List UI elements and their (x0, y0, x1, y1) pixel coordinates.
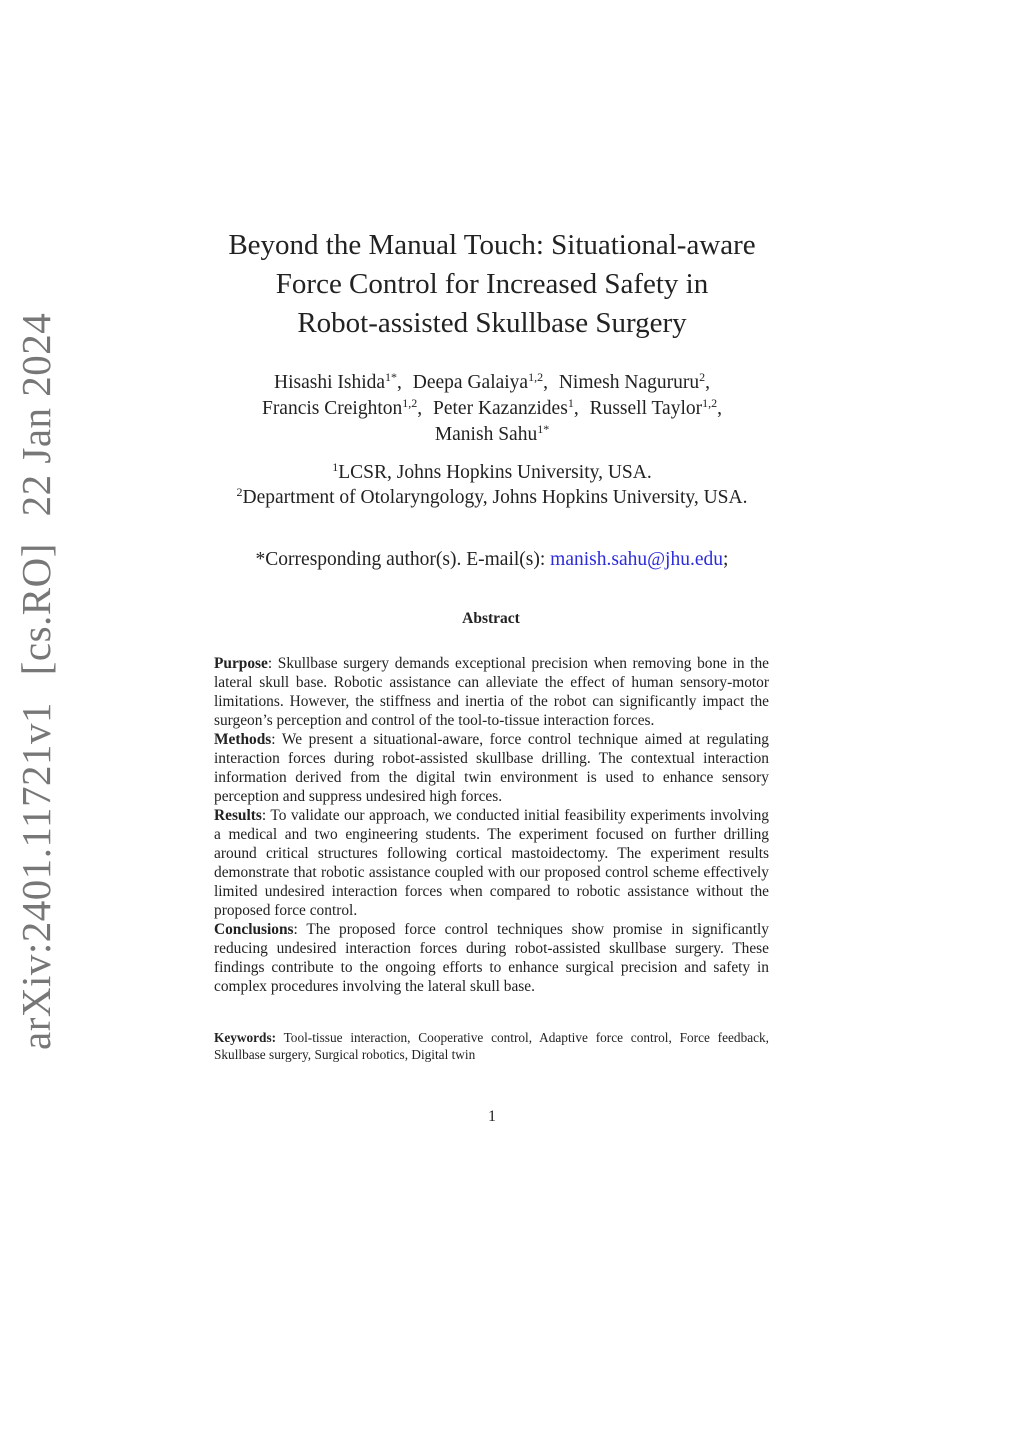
abstract-purpose: Purpose: Skullbase surgery demands exceptional precision when removing bone in the lateral skull base. Robotic assistance can alleviate the effect of human sensory-motor limitations. However, the stiffness and inertia of the robot can significantly impact the surgeon’s perception and control of the tool-to-tissue interaction forces. (214, 655, 769, 729)
abstract-conclusions: Conclusions: The proposed force control techniques show promise in significantly reducing undesired interaction forces during robot-assisted skullbase surgery. These findings contribute to the ongoing efforts to enhance surgical precision and safety in complex procedures involving the lateral skull base. (214, 921, 769, 995)
correspondence (190, 547, 794, 572)
author: Manish Sahu$^{1*}$ (434, 422, 550, 445)
author: Peter Kazanzides$^1$, (433, 396, 579, 419)
affiliation: $^1$LCSR, Johns Hopkins University, USA. (332, 460, 652, 483)
author-list (190, 370, 794, 448)
arxiv-id: arXiv:2401.11721v1 (13, 702, 59, 1050)
abstract-heading: Abstract (462, 610, 520, 627)
title-line: Beyond the Manual Touch: Situational-aware (228, 229, 756, 261)
correspondence-suffix: ; (723, 549, 729, 570)
author: Nimesh Nagururu$^2$, (558, 370, 710, 393)
paper-title (200, 226, 784, 343)
author: Hisashi Ishida$^{1*}$, (274, 370, 402, 393)
title-line: Force Control for Increased Safety in (275, 268, 709, 300)
abstract-body (214, 654, 769, 996)
arxiv-category: [cs.RO] (13, 543, 59, 676)
author: Francis Creighton$^{1,2}$, (261, 396, 423, 419)
correspondence-prefix: *Corresponding author(s). E-mail(s): (255, 549, 546, 570)
title-line: Robot-assisted Skullbase Surgery (297, 307, 687, 339)
keywords-text: Tool-tissue interaction, Cooperative control, Adaptive force control, Force feedback, Skullbase surgery, Surgical robotics, Digital twin (214, 1030, 769, 1062)
abstract-methods: Methods: We present a situational-aware, force control technique aimed at regulating interaction forces during robot-assisted skullbase drilling. The contextual interaction information derived from the digital twin environment is used to enhance sensory perception and suppress undesired high forces. (214, 731, 769, 805)
abstract-results: Results: To validate our approach, we conducted initial feasibility experiments involving a medical and two engineering students. The experiment focused on further drilling around critical structures following cortical mastoidectomy. The experiment results demonstrate that robotic assistance coupled with our proposed control scheme effectively limited undesired interaction forces when compared to robotic assistance without the proposed force control. (214, 807, 769, 919)
arxiv-stamp (12, 312, 60, 1050)
email-link[interactable]: manish.sahu@jhu.edu (550, 549, 724, 570)
author: Russell Taylor$^{1,2}$, (589, 396, 723, 419)
keywords-label: Keywords: (214, 1030, 277, 1045)
author: Deepa Galaiya$^{1,2}$, (412, 370, 548, 393)
keywords (214, 1029, 769, 1063)
affiliations (190, 460, 794, 510)
page-number: 1 (488, 1108, 496, 1125)
arxiv-date: 22 Jan 2024 (13, 312, 59, 517)
affiliation: $^2$Department of Otolaryngology, Johns Hopkins University, USA. (236, 485, 748, 508)
